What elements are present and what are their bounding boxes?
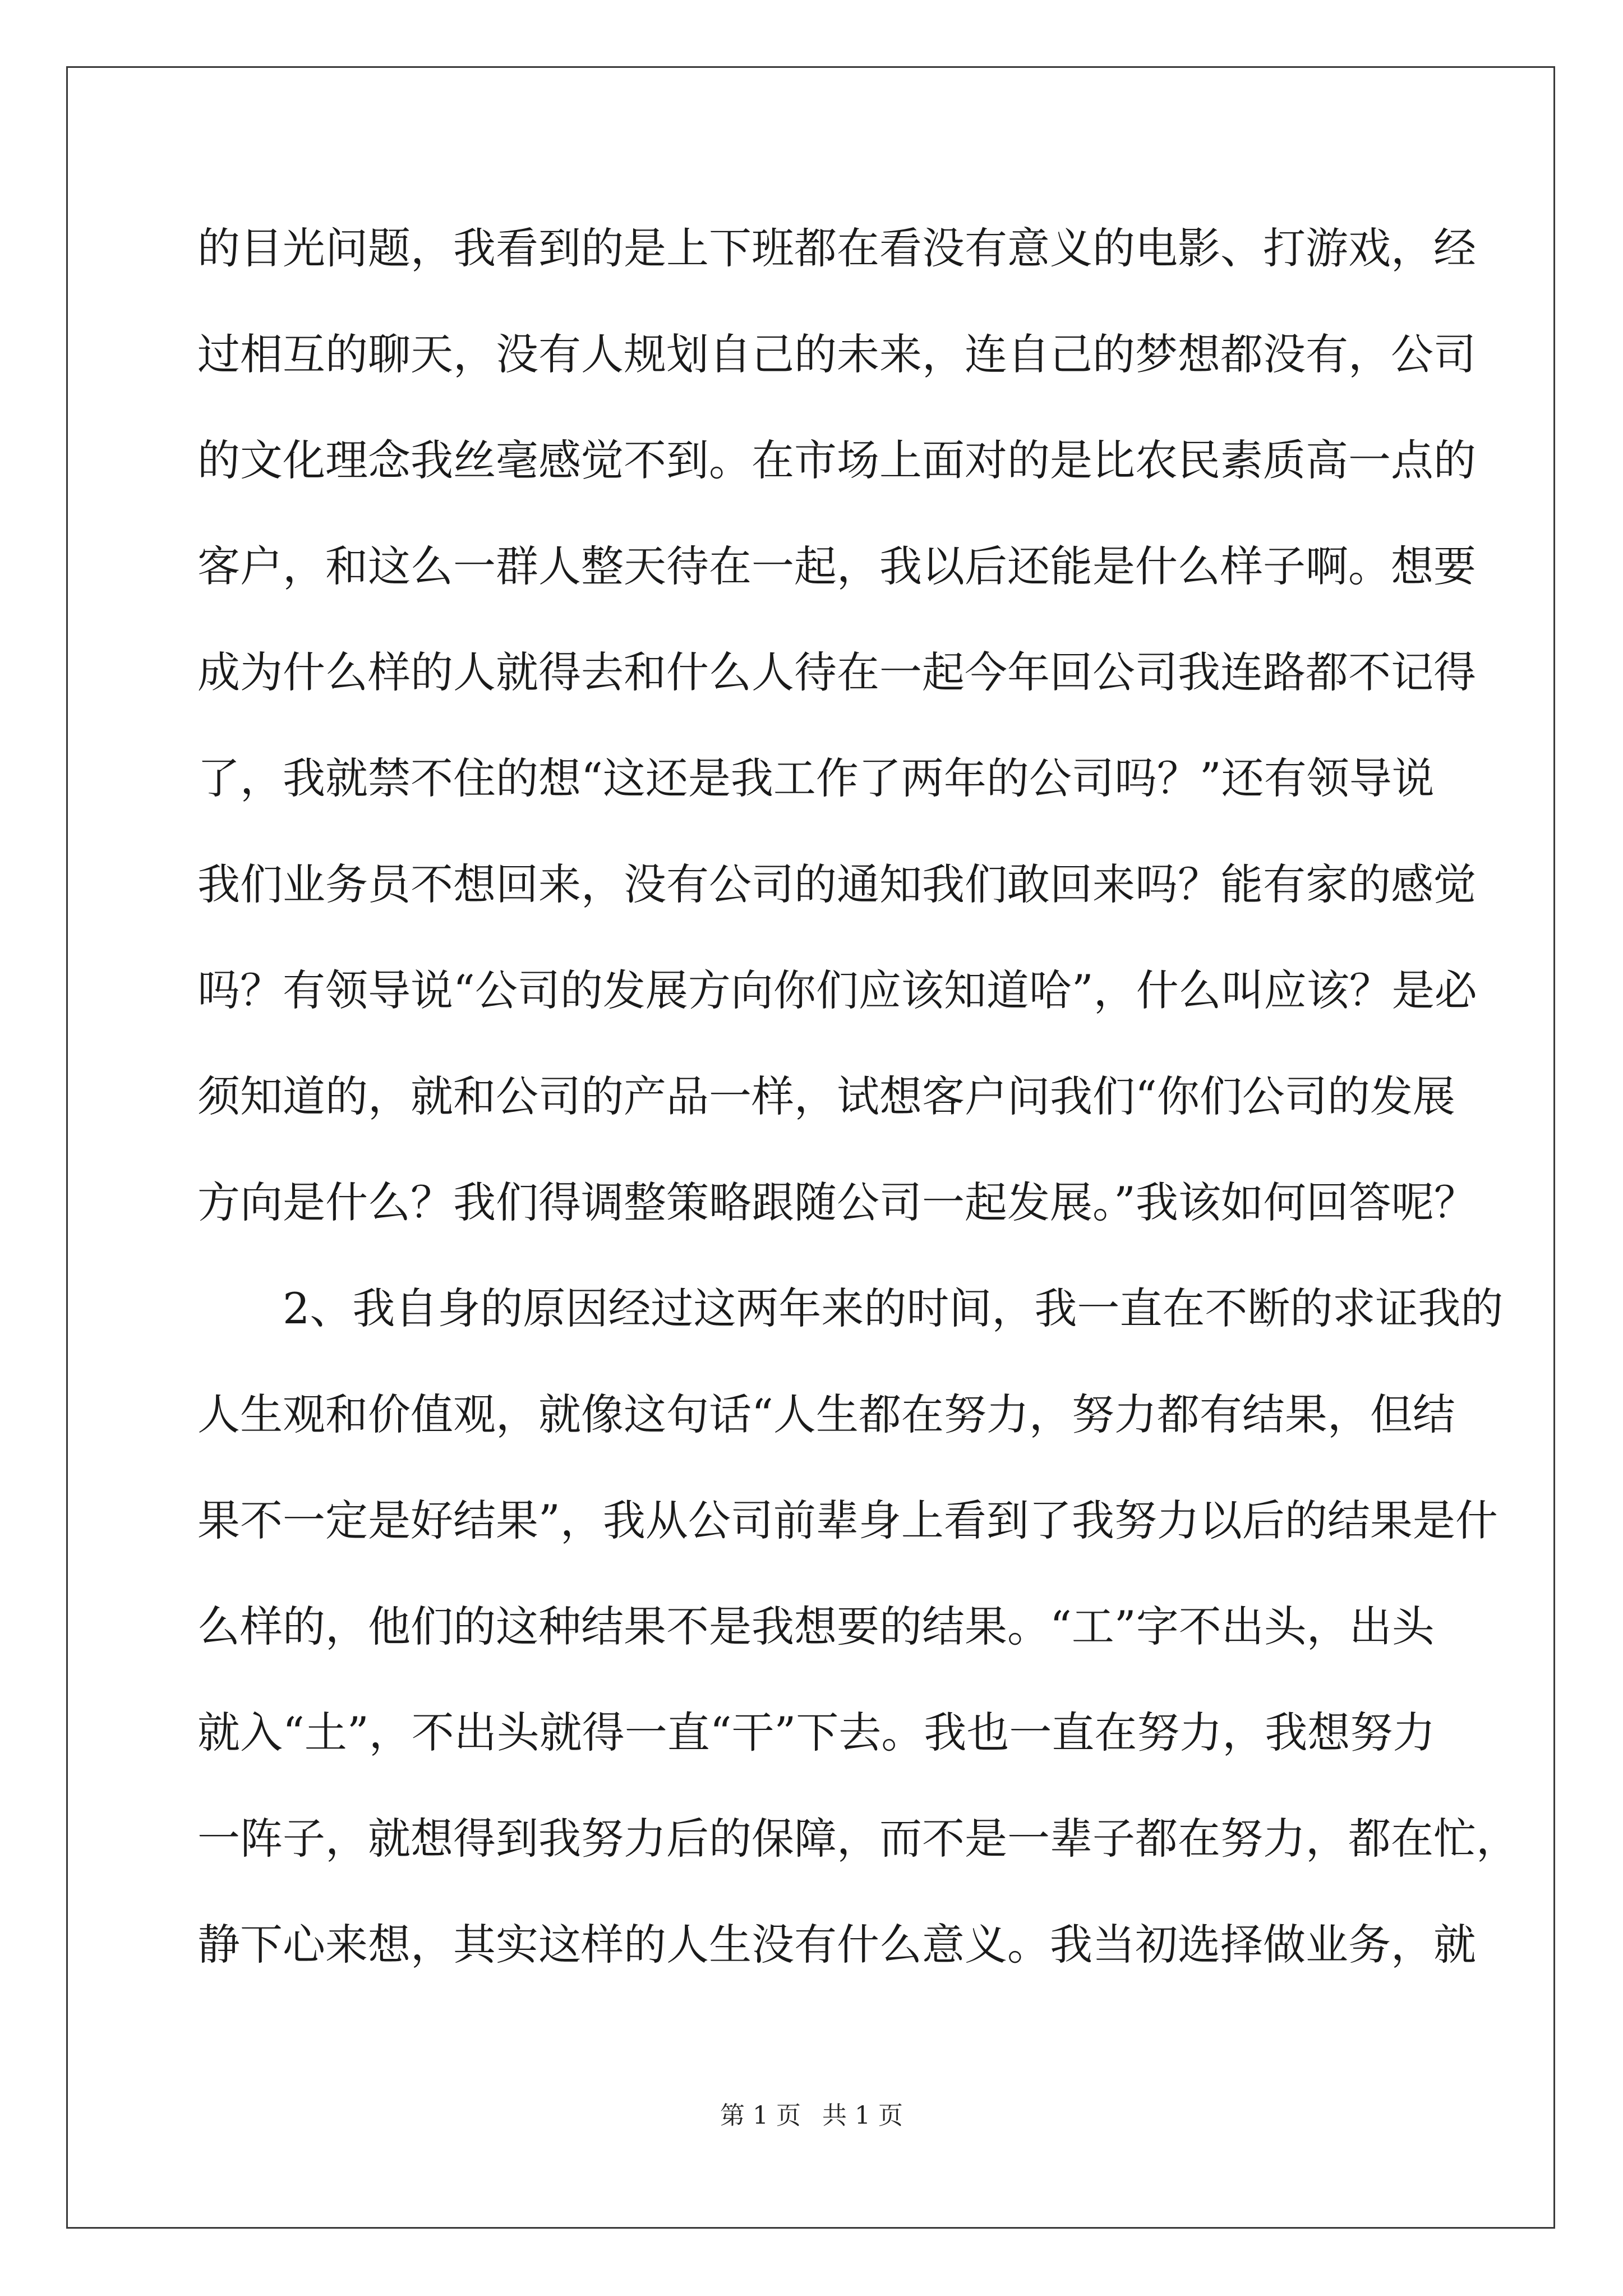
- text-line: 过相互的聊天，没有人规划自己的未来，连自己的梦想都没有，公司: [197, 329, 1476, 379]
- text-line: 客户，和这么一群人整天待在一起，我以后还能是什么样子啊。想要: [197, 541, 1476, 591]
- text-line: 2、我自身的原因经过这两年来的时间，我一直在不断的求证我的: [283, 1283, 1504, 1333]
- text-line: 吗？有领导说“公司的发展方向你们应该知道哈”，什么叫应该？是必: [197, 965, 1477, 1015]
- text-line: 果不一定是好结果”，我从公司前辈身上看到了我努力以后的结果是什: [197, 1496, 1498, 1545]
- page-footer: [0, 2099, 1623, 2133]
- text-line: 方向是什么？我们得调整策略跟随公司一起发展。”我该如何回答呢？: [197, 1177, 1477, 1227]
- page-number: 第 1 页: [720, 2101, 801, 2130]
- text-line: 的文化理念我丝毫感觉不到。在市场上面对的是比农民素质高一点的: [197, 435, 1476, 485]
- text-line: 须知道的，就和公司的产品一样，试想客户问我们“你们公司的发展: [197, 1071, 1455, 1121]
- text-line: 一阵子，就想得到我努力后的保障，而不是一辈子都在努力，都在忙，: [197, 1814, 1519, 1864]
- text-line: 我们业务员不想回来，没有公司的通知我们敢回来吗？能有家的感觉: [197, 859, 1476, 909]
- text-line: 就入“土”，不出头就得一直“干”下去。我也一直在努力，我想努力: [197, 1708, 1436, 1757]
- text-line: 成为什么样的人就得去和什么人待在一起今年回公司我连路都不记得: [197, 647, 1476, 697]
- text-line: 的目光问题，我看到的是上下班都在看没有意义的电影、打游戏，经: [197, 223, 1476, 273]
- text-line: 了，我就禁不住的想“这还是我工作了两年的公司吗？”还有领导说: [197, 753, 1435, 803]
- page-border: [66, 66, 1555, 2229]
- text-line: 么样的，他们的这种结果不是我想要的结果。“工”字不出头，出头: [197, 1602, 1435, 1651]
- page-total: 共 1 页: [822, 2101, 903, 2130]
- text-line: 人生观和价值观，就像这句话“人生都在努力，努力都有结果，但结: [197, 1389, 1455, 1439]
- text-line: 静下心来想，其实这样的人生没有什么意义。我当初选择做业务，就: [197, 1920, 1476, 1970]
